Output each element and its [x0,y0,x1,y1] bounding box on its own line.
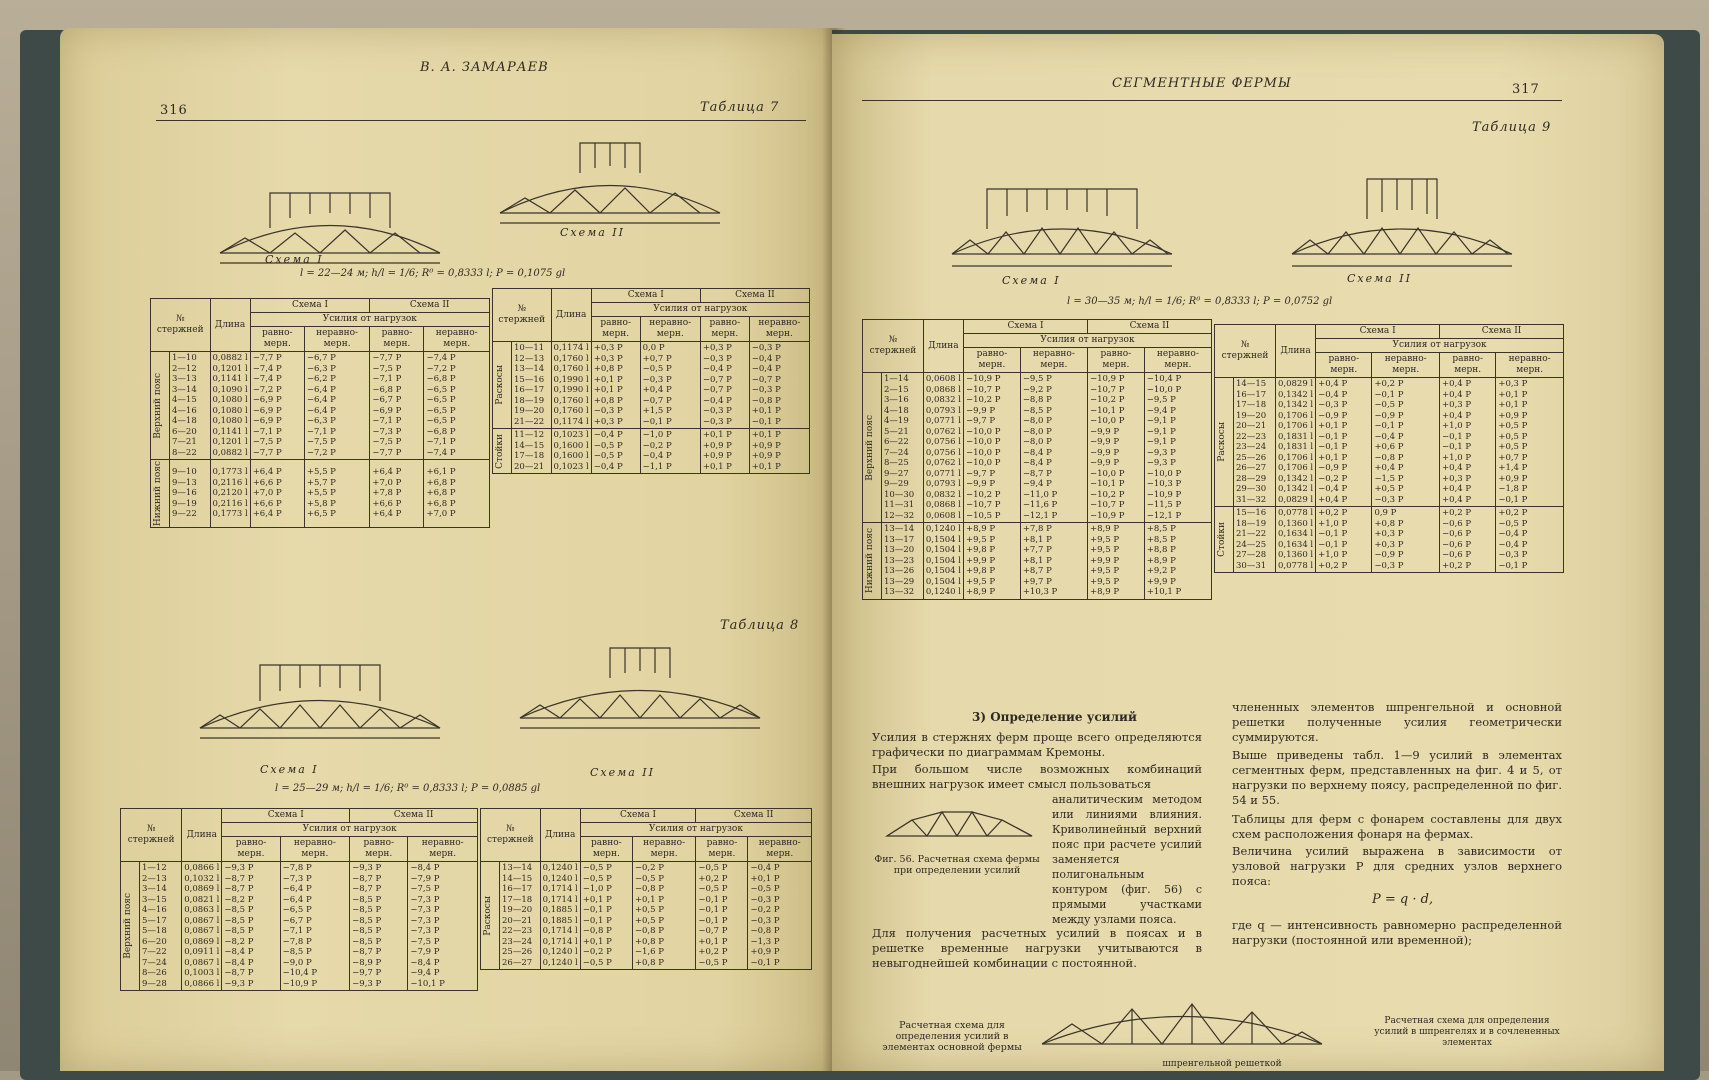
col-eq: равно-мерн. [696,837,748,862]
col-forces: Усилия от нагрузок [591,303,809,317]
table9-part-a [862,319,1212,600]
col-neq: неравно-мерн. [748,837,812,862]
group-label: Стойки [1215,507,1234,573]
col-eq: равно-мерн. [1087,348,1144,373]
paragraph: Величина усилий выражена в зависимости от узловой нагрузки P для средних узлов верхнего пояса: [1232,844,1562,888]
col-neq: неравно-мерн. [280,837,350,862]
col-neq: неравно-мерн. [408,837,478,862]
col-eq: равно-мерн. [1316,353,1372,378]
paragraph: Для получения расчетных усилий в поясах и в решетке временные нагрузки учитываются в невыгоднейшей комбинации с постоянной. [872,926,1202,970]
col-neq: неравно-мерн. [632,837,695,862]
running-head-right: СЕГМЕНТНЫЕ ФЕРМЫ [1112,76,1292,91]
cell-nums: 14—15 16—17 17—18 19—20 20—21 22—23 23—24 25—26 26—27 28—29 29—30 31—32 [1234,378,1276,507]
cell-lengths: 0,1240 l 0,1504 l 0,1504 l 0,1504 l 0,1504 l 0,1504 l 0,1240 l [923,523,963,600]
cell-values: +6,4 P +6,6 P +7,0 P +6,6 P +6,4 P [250,460,304,528]
col-forces: Усилия от нагрузок [580,823,811,837]
cell-values: −0,5 P +0,2 P −0,5 P −0,1 P −0,1 P −0,1 P −0,7 P +0,1 P +0,2 P −0,5 P [696,862,748,970]
cell-values: −9,3 P −8,7 P −8,7 P −8,5 P −8,5 P −8,5 P −8,5 P −8,5 P −8,7 P −8,9 P −9,7 P −9,3 P [350,862,408,991]
table-row [121,862,478,991]
group-label: Верхний пояс [151,352,170,460]
cell-lengths: 0,0882 l 0,1201 l 0,1141 l 0,1090 l 0,1080 l 0,1080 l 0,1080 l 0,1141 l 0,1201 l 0,0882 l [210,352,250,460]
cell-values: −8,4 P −7,9 P −7,5 P −7,3 P −7,3 P −7,3 P −7,3 P −7,5 P −7,9 P −8,4 P −9,4 P −10,1 P [408,862,478,991]
cell-values: +6,1 P +6,8 P +6,8 P +6,8 P +7,0 P [424,460,490,528]
table-row [493,342,810,429]
col-scheme-i: Схема I [1316,325,1440,339]
table9-part-b [1214,324,1564,573]
group-label: Нижний пояс [863,523,882,600]
table-row [151,460,490,528]
formula: P = q · d, [1372,892,1434,907]
table8-params: l = 25—29 м; h/l = 1/6; R⁰ = 0,8333 l; P = 0,0885 gl [275,783,541,794]
cell-lengths: 0,0608 l 0,0868 l 0,0832 l 0,0793 l 0,0771 l 0,0762 l 0,0756 l 0,0756 l 0,0762 l 0,0771 l 0,0793 l 0,0832 l 0,0868 l 0,0608 l [923,373,963,523]
bottom-caption-right: Расчетная схема для определения усилий в шпренгелях и в сочлененных элементах [1374,1016,1560,1048]
cell-nums: 11—12 14—15 17—18 20—21 [512,429,552,474]
col-scheme-i: Схема I [250,299,370,313]
col-scheme-ii: Схема II [370,299,490,313]
col-scheme-ii: Схема II [700,289,809,303]
col-forces: Усилия от нагрузок [1316,339,1564,353]
bottom-truss-diagram [1032,984,1332,1054]
table-row [1215,378,1564,507]
scheme-7-ii-label: Схема II [560,226,625,239]
cell-nums: 1—12 2—13 3—14 3—15 4—16 5—17 5—18 6—20 7—22 7—24 8—26 9—28 [140,862,182,991]
col-scheme-i: Схема I [964,320,1088,334]
col-scheme-i: Схема I [591,289,700,303]
col-length: Длина [923,320,963,373]
cell-values: +0,4 P +0,4 P +0,3 P +0,4 P +1,0 P −0,1 P −0,1 P +1,0 P +0,4 P +0,3 P +0,4 P +0,4 P [1440,378,1496,507]
col-scheme-i: Схема I [580,809,696,823]
col-neq: неравно-мерн. [1144,348,1211,373]
paragraph: При большом числе возможных комбинаций внешних нагрузок имеет смысл пользоваться [872,762,1202,791]
col-scheme-ii: Схема II [1440,325,1564,339]
scheme-9-i-label: Схема I [1002,274,1061,287]
cell-values: +0,1 P +0,9 P +0,9 P +0,1 P [700,429,749,474]
col-forces: Усилия от нагрузок [964,334,1212,348]
cell-values: +5,5 P +5,7 P +5,5 P +5,8 P +6,5 P [304,460,369,528]
cell-lengths: 0,0866 l 0,1032 l 0,0869 l 0,0821 l 0,0863 l 0,0867 l 0,0867 l 0,0869 l 0,0911 l 0,0867 l 0,1003 l 0,0866 l [182,862,222,991]
col-num: № стержней [481,809,541,862]
group-label: Раскосы [481,862,500,970]
paragraph: аналитическим методом или линиями влияния. Криволинейный верхний пояс при расчете усилий заменяется полигональным контуром (фиг. 56) с прямыми участками между узлами пояса. [1052,793,1202,926]
fig56-truss-diagram [882,804,1042,844]
left-page [60,28,832,1071]
cell-values: +8,5 P +8,5 P +8,8 P +8,9 P +9,2 P +9,9 P +10,1 P [1144,523,1211,600]
cell-lengths: 0,1773 l 0,2116 l 0,2120 l 0,2116 l 0,1773 l [210,460,250,528]
cell-nums: 13—14 14—15 16—17 17—18 19—20 20—21 22—23 23—24 25—26 26—27 [500,862,541,970]
scheme-9-ii-label: Схема II [1347,272,1412,285]
cell-values: −1,0 P −0,2 P −0,4 P −1,1 P [640,429,700,474]
col-length: Длина [540,809,580,862]
col-num: № стержней [151,299,211,352]
col-length: Длина [210,299,250,352]
col-scheme-ii: Схема II [696,809,812,823]
cell-lengths: 0,1023 l 0,1600 l 0,1600 l 0,1023 l [551,429,591,474]
cell-values: +0,3 P +0,3 P +0,8 P +0,1 P +0,1 P +0,8 P −0,3 P +0,3 P [591,342,640,429]
group-label: Нижний пояс [151,460,170,528]
table7-part-a [150,298,490,528]
header-rule-right [862,100,1562,101]
col-eq: равно-мерн. [580,837,632,862]
cell-lengths: 0,1240 l 0,1240 l 0,1714 l 0,1714 l 0,1885 l 0,1885 l 0,1714 l 0,1714 l 0,1240 l 0,1240 l [540,862,580,970]
cell-values: −9,3 P −8,7 P −8,7 P −8,2 P −8,5 P −8,5 P −8,5 P −8,2 P −8,4 P −8,4 P −8,7 P −9,3 P [222,862,280,991]
group-label: Стойки [493,429,512,474]
cell-values: +6,4 P +7,0 P +7,8 P +6,6 P +6,4 P [370,460,424,528]
table8-part-a [120,808,478,991]
col-eq: равно-мерн. [964,348,1021,373]
col-eq: равно-мерн. [350,837,408,862]
col-neq: неравно-мерн. [749,317,809,342]
group-label: Верхний пояс [863,373,882,523]
truss-scheme-8-ii [510,633,770,743]
col-length: Длина [1275,325,1315,378]
cell-values: +8,9 P +9,5 P +9,5 P +9,9 P +9,5 P +9,5 P +8,9 P [1087,523,1144,600]
col-length: Длина [551,289,591,342]
col-eq: равно-мерн. [591,317,640,342]
cell-values: −6,7 P −6,3 P −6,2 P −6,4 P −6,4 P −6,4 P −6,3 P −7,1 P −7,5 P −7,2 P [304,352,369,460]
cell-values: +7,8 P +8,1 P +7,7 P +8,1 P +8,7 P +9,7 P +10,3 P [1020,523,1087,600]
table-row [493,429,810,474]
cell-lengths: 0,0829 l 0,1342 l 0,1342 l 0,1706 l 0,1706 l 0,1831 l 0,1831 l 0,1706 l 0,1706 l 0,1342 l 0,1342 l 0,0829 l [1275,378,1315,507]
cell-nums: 10—11 12—13 13—14 15—16 16—17 18—19 19—20 21—22 [512,342,552,429]
cell-values: 0,0 P +0,7 P −0,5 P −0,3 P +0,4 P −0,7 P +1,5 P −0,1 P [640,342,700,429]
col-scheme-ii: Схема II [1087,320,1211,334]
table9-caption: Таблица 9 [1472,120,1552,135]
table-row [863,373,1212,523]
cell-values: +0,2 P +1,0 P −0,1 P −0,1 P +1,0 P +0,2 P [1316,507,1372,573]
table7-params: l = 22—24 м; h/l = 1/6; R⁰ = 0,8333 l; P = 0,1075 gl [300,268,566,279]
col-scheme-ii: Схема II [350,809,478,823]
bottom-caption-left: Расчетная схема для определения усилий в элементах основной фермы [882,1020,1022,1053]
cell-values: +0,2 P −0,5 P −0,4 P −0,4 P −0,3 P −0,1 P [1496,507,1564,573]
cell-values: 0,9 P +0,8 P +0,3 P +0,3 P −0,9 P −0,3 P [1372,507,1440,573]
cell-nums: 15—16 18—19 21—22 24—25 27—28 30—31 [1234,507,1276,573]
col-eq: равно-мерн. [250,327,304,352]
group-label: Верхний пояс [121,862,140,991]
col-num: № стержней [493,289,552,342]
running-head-left: В. А. ЗАМАРАЕВ [420,60,549,75]
cell-values: +0,3 P +0,1 P +0,1 P +0,9 P +0,5 P +0,5 P +0,5 P +0,7 P +1,4 P +0,9 P −1,8 P −0,1 P [1496,378,1564,507]
cell-values: −9,5 P −9,2 P −8,8 P −8,5 P −8,0 P −8,0 P −8,0 P −8,4 P −8,4 P −8,7 P −9,4 P −11,0 P −11,6 P −12,1 P [1020,373,1087,523]
col-neq: неравно-мерн. [1496,353,1564,378]
col-eq: равно-мерн. [222,837,280,862]
table7-part-b [492,288,810,474]
scheme-7-i-label: Схема I [265,253,324,266]
cell-values: −0,4 P −0,5 P −0,5 P −0,4 P [591,429,640,474]
group-label: Раскосы [493,342,512,429]
col-forces: Усилия от нагрузок [250,313,489,327]
col-eq: равно-мерн. [370,327,424,352]
paragraph: Усилия в стержнях ферм проще всего определяются графически по диаграммам Кремоны. [872,730,1202,759]
col-eq: равно-мерн. [700,317,749,342]
table7-caption: Таблица 7 [700,100,780,115]
cell-values: −10,9 P −10,7 P −10,2 P −9,9 P −9,7 P −10,0 P −10,0 P −10,0 P −10,0 P −9,7 P −9,9 P −10,2 P −10,7 P −10,5 P [964,373,1021,523]
cell-nums: 1—14 2—15 3—16 4—18 4—19 5—21 6—22 7—24 8—25 9—27 9—29 10—30 11—31 12—32 [882,373,924,523]
paragraph: Выше приведены табл. 1—9 усилий в элементах сегментных ферм, представленных на фиг. 4 и 5, от нагрузки по верхнему поясу, распределенной по фиг. 54 и 55. [1232,748,1562,807]
cell-values: −0,4 P +0,1 P −0,5 P −0,3 P −0,2 P −0,3 P −0,8 P −1,3 P +0,9 P −0,1 P [748,862,812,970]
cell-values: +0,2 P −0,1 P −0,5 P −0,9 P −0,1 P −0,4 P +0,6 P −0,8 P +0,4 P −1,5 P +0,5 P −0,3 P [1372,378,1440,507]
paragraph: Таблицы для ферм с фонарем составлены для двух схем расположения фонаря на фермах. [1232,812,1562,841]
table-row [1215,507,1564,573]
col-eq: равно-мерн. [1440,353,1496,378]
section-title: 3) Определение усилий [972,710,1137,724]
paragraph: члененных элементов шпренгельной и основной решетки полученные усилия геометрически суммируются. [1232,700,1562,744]
cell-values: +8,9 P +9,5 P +9,8 P +9,9 P +9,8 P +9,5 P +8,9 P [964,523,1021,600]
cell-nums: 1—10 2—12 3—13 3—14 4—15 4—16 4—18 6—20 7—21 8—22 [170,352,211,460]
page-number-left: 316 [160,103,188,118]
table-row [151,352,490,460]
col-neq: неравно-мерн. [304,327,369,352]
truss-scheme-7-i [210,158,450,278]
table9-params: l = 30—35 м; h/l = 1/6; R⁰ = 0,8333 l; P = 0,0752 gl [1067,296,1333,307]
cell-values: −10,9 P −10,7 P −10,2 P −10,1 P −10,0 P −9,9 P −9,9 P −9,9 P −9,9 P −10,0 P −10,1 P −10,2 P −10,7 P −10,9 P [1087,373,1144,523]
truss-scheme-7-ii [490,118,730,238]
cell-values: −7,8 P −7,3 P −6,4 P −6,4 P −6,5 P −6,7 P −7,1 P −7,8 P −8,5 P −9,0 P −10,4 P −10,9 P [280,862,350,991]
col-num: № стержней [863,320,924,373]
cell-values: +0,3 P −0,3 P −0,4 P −0,7 P −0,7 P −0,4 P −0,3 P −0,3 P [700,342,749,429]
cell-values: −7,7 P −7,5 P −7,1 P −6,8 P −6,7 P −6,9 P −7,1 P −7,3 P −7,5 P −7,7 P [370,352,424,460]
table-row [863,523,1212,600]
right-page [832,34,1664,1071]
truss-scheme-9-i [942,144,1182,284]
cell-nums: 13—14 13—17 13—20 13—23 13—26 13—29 13—32 [882,523,924,600]
cell-values: +0,4 P −0,4 P −0,3 P −0,9 P +0,1 P −0,1 P −0,1 P +0,1 P −0,9 P −0,2 P −0,4 P +0,4 P [1316,378,1372,507]
cell-values: −10,4 P −10,0 P −9,5 P −9,4 P −9,1 P −9,1 P −9,1 P −9,3 P −9,3 P −10,0 P −10,3 P −10,9 P −11,5 P −12,1 P [1144,373,1211,523]
col-neq: неравно-мерн. [1020,348,1087,373]
table8-caption: Таблица 8 [720,618,800,633]
cell-values: −0,2 P −0,5 P −0,8 P +0,1 P +0,5 P +0,5 P −0,8 P +0,8 P −1,6 P +0,8 P [632,862,695,970]
col-num: № стержней [1215,325,1276,378]
truss-scheme-9-ii [1282,154,1522,284]
paragraph: где q — интенсивность равномерно распределенной нагрузки (постоянной или временной); [1232,918,1562,947]
cell-values: +0,1 P +0,9 P +0,9 P +0,1 P [749,429,809,474]
col-neq: неравно-мерн. [1372,353,1440,378]
col-length: Длина [182,809,222,862]
cell-values: −7,7 P −7,4 P −7,4 P −7,2 P −6,9 P −6,9 P −6,9 P −7,1 P −7,5 P −7,7 P [250,352,304,460]
cell-nums: 9—10 9—13 9—16 9—19 9—22 [170,460,211,528]
truss-scheme-8-i [190,643,450,753]
cell-values: +0,2 P −0,6 P −0,6 P −0,6 P −0,6 P +0,2 P [1440,507,1496,573]
col-neq: неравно-мерн. [640,317,700,342]
cell-lengths: 0,0778 l 0,1360 l 0,1634 l 0,1634 l 0,1360 l 0,0778 l [1275,507,1315,573]
cell-values: −0,5 P −0,5 P −1,0 P +0,1 P −0,1 P −0,1 P −0,8 P +0,1 P −0,2 P −0,5 P [580,862,632,970]
cell-values: −7,4 P −7,2 P −6,8 P −6,5 P −6,5 P −6,5 P −6,5 P −6,8 P −7,1 P −7,4 P [424,352,490,460]
cell-values: −0,3 P −0,4 P −0,4 P −0,7 P −0,3 P −0,8 P +0,1 P −0,1 P [749,342,809,429]
bottom-caption-cut: шпренгельной решеткой [1162,1059,1282,1069]
page-number-right: 317 [1512,82,1540,97]
col-scheme-i: Схема I [222,809,350,823]
table8-part-b [480,808,812,970]
col-neq: неравно-мерн. [424,327,490,352]
group-label: Раскосы [1215,378,1234,507]
scheme-8-ii-label: Схема II [590,766,655,779]
cell-lengths: 0,1174 l 0,1760 l 0,1760 l 0,1990 l 0,1990 l 0,1760 l 0,1760 l 0,1174 l [551,342,591,429]
col-num: № стержней [121,809,182,862]
table-row [481,862,812,970]
scheme-8-i-label: Схема I [260,763,319,776]
col-forces: Усилия от нагрузок [222,823,478,837]
fig56-caption: Фиг. 56. Расчетная схема фермы при определении усилий [874,854,1040,876]
